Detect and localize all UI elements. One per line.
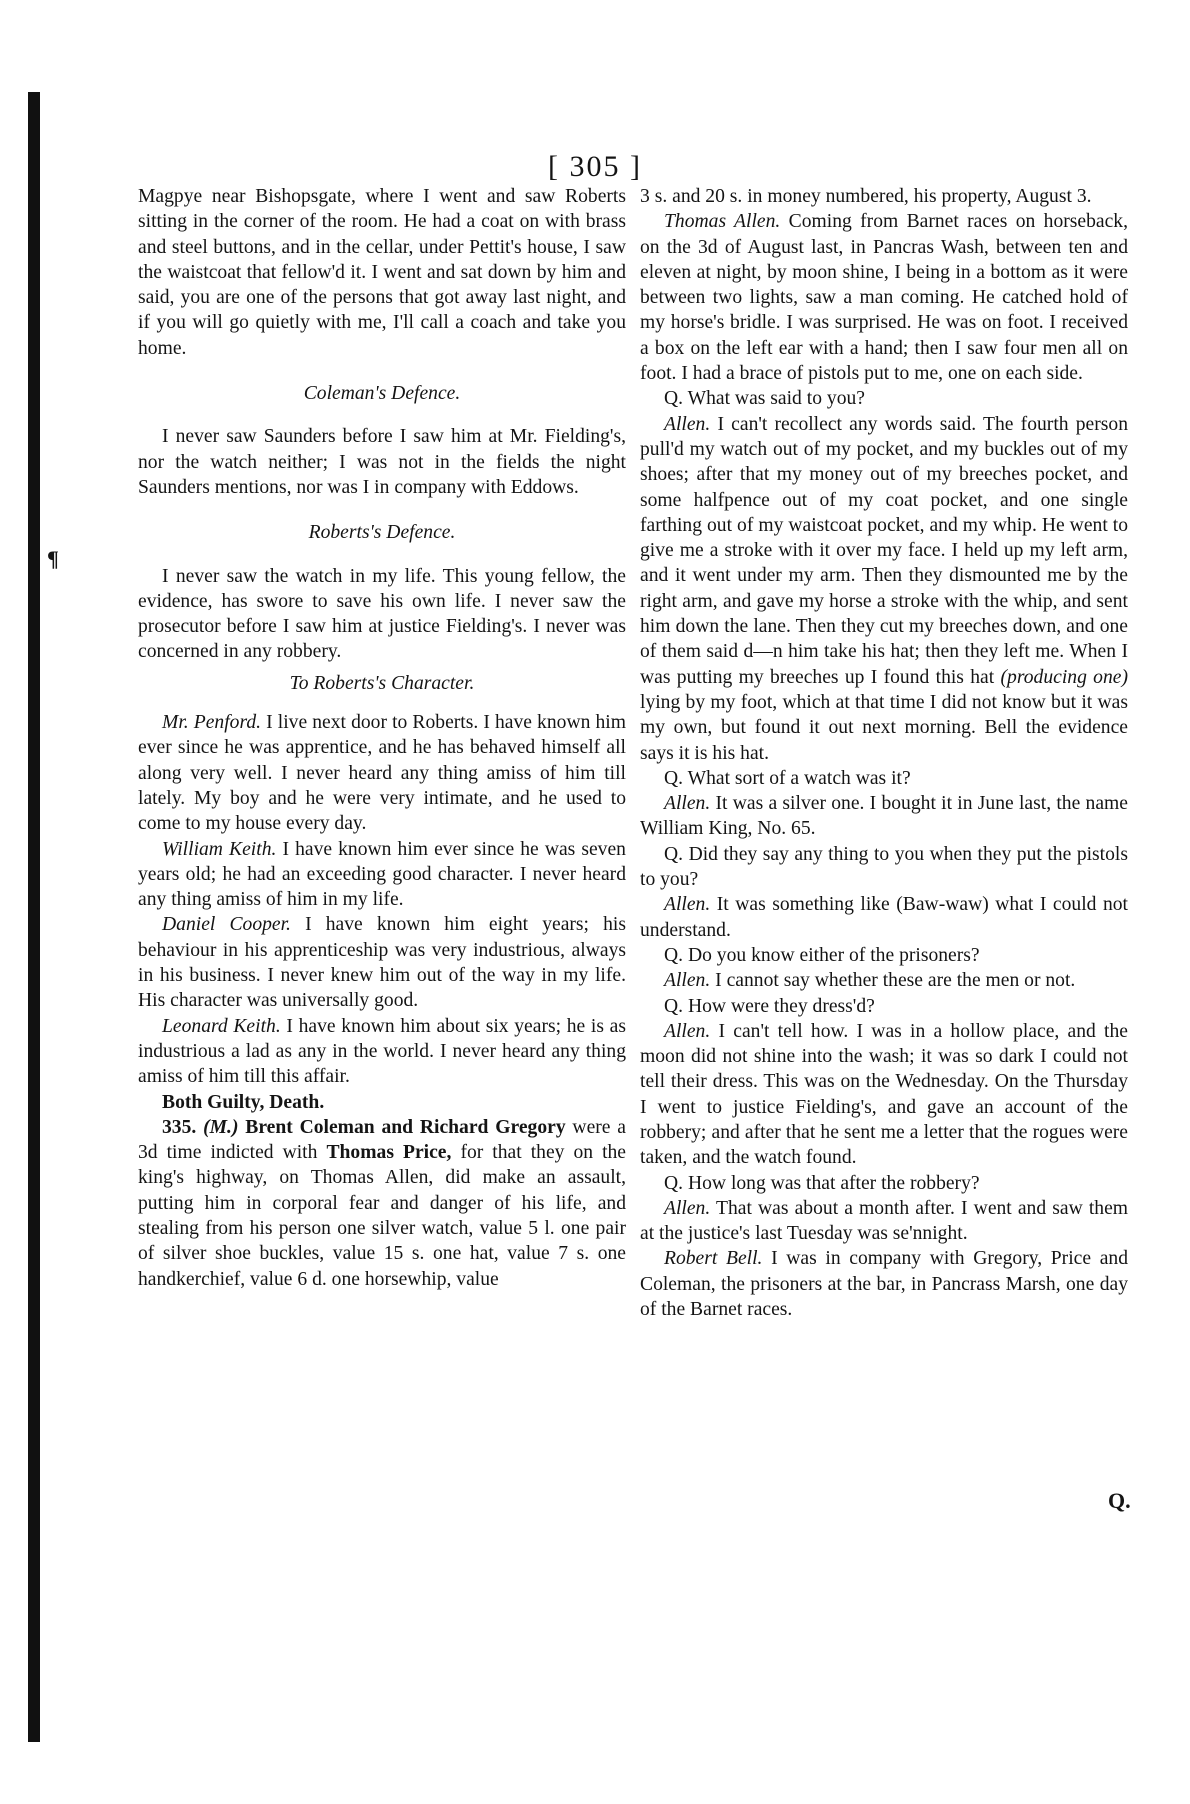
right-paragraph-1: 3 s. and 20 s. in money numbered, his property, August 3.	[640, 186, 1092, 207]
testimony-text: Coming from Barnet races on horseback, on the 3d of August last, in Pancras Wash, between ten and eleven at night, by moon shine, I being in a bottom as it were between two lights, saw a man coming. He catched hold of my horse's bridle. I was surprised. He was on foot. I received a box on the left ear with a hand; then I saw four men all on foot. I had a brace of pistols put to me, one on each side.	[640, 211, 1128, 385]
case-mark: (M.)	[203, 1116, 239, 1138]
speaker-name: Mr. Penford.	[162, 712, 262, 734]
answer-text: It was something like (Baw-waw) what I could not understand.	[640, 894, 1128, 941]
witness-leonard-keith	[138, 1014, 626, 1090]
speaker-name: Robert Bell.	[664, 1248, 763, 1270]
testimony-text: I have known him about six years; he is as industrious a lad as any in the world. I never heard any thing amiss of him till this affair.	[138, 1015, 626, 1088]
heading-roberts-defence: Roberts's Defence.	[308, 522, 456, 544]
left-paragraph-1: Magpye near Bishopsgate, where I went and saw Roberts sitting in the corner of the room. He had a coat on with brass and steel buttons, and in the cellar, under Pettit's house, I saw the waistcoat that fellow'd it. I went and sat down by him and said, you are one of the persons that got away last night, and if you will go quietly with me, I'll call a coach and take you home.	[138, 186, 626, 359]
answer-2	[640, 791, 1128, 842]
left-column	[138, 184, 626, 1292]
speaker-name: Allen.	[664, 1020, 711, 1042]
question-4: Q. Do you know either of the prisoners?	[664, 944, 980, 966]
witness-daniel-cooper	[138, 912, 626, 1013]
question-5: Q. How were they dress'd?	[664, 995, 875, 1017]
answer-text: I can't tell how. I was in a hollow place, and the moon did not shine into the wash; it was so dark I could not tell their dress. This was on the Wednesday. On the Thursday I went to justice Fielding's, and gave an account of the robbery; and after that he sent me a letter that the rogues were taken, and the watch found.	[640, 1020, 1128, 1169]
indictment-text: were a 3d time indicted with	[138, 1116, 626, 1164]
scan-edge-bar	[28, 92, 40, 1742]
left-paragraph-2: I never saw Saunders before I saw him at Mr. Fielding's, nor the watch neither; I was not in the fields the night Saunders mentions, nor was I in company with Eddows.	[138, 426, 626, 498]
speaker-name: Allen.	[664, 1197, 711, 1219]
margin-mark: ¶	[47, 546, 59, 571]
answer-5	[640, 1019, 1128, 1171]
catchword: Q.	[1108, 1488, 1131, 1513]
right-column	[640, 184, 1128, 1322]
speaker-name: Allen.	[664, 413, 711, 435]
page-number: [ 305 ]	[548, 150, 642, 183]
answer-text-2: lying by my foot, which at that time I did not know but it was my own, but found it out next morning. Bell the evidence says it is his hat.	[640, 691, 1128, 764]
testimony-text: I have known him ever since he was seven years old; he had an exceeding good character. I never heard any thing amiss of him in my life.	[138, 838, 626, 911]
question-1: Q. What was said to you?	[664, 388, 865, 410]
speaker-name: Daniel Cooper.	[162, 914, 291, 936]
answer-4	[640, 968, 1128, 993]
speaker-name: Leonard Keith.	[162, 1015, 281, 1037]
answer-6	[640, 1196, 1128, 1247]
left-paragraph-3: I never saw the watch in my life. This young fellow, the evidence, has swore to save his own life. I never saw the prosecutor before I saw him at justice Fielding's. I never was concerned in any robbery.	[138, 565, 626, 663]
testimony-text: I live next door to Roberts. I have known him ever since he was apprentice, and he has behaved himself all along very well. I never heard any thing amiss of him till lately. My boy and he were very intimate, and he used to come to my house every day.	[138, 712, 626, 835]
case-number: 335.	[162, 1116, 197, 1138]
stage-direction: (producing one)	[1000, 666, 1128, 688]
testimony-robert-bell	[640, 1246, 1128, 1322]
witness-penford	[138, 710, 626, 836]
testimony-text: I have known him eight years; his behaviour in his apprenticeship was very industrious, always in his business. I never knew him out of the way in my life. His character was universally good.	[138, 914, 626, 1012]
testimony-text: I was in company with Gregory, Price and Coleman, the prisoners at the bar, in Pancrass Marsh, one day of the Barnet races.	[640, 1248, 1128, 1321]
indictment-text-2: for that they on the king's highway, on Thomas Allen, did make an assault, putting him in corporal fear and danger of his life, and stealing from his person one silver watch, value 5 l. one pair of silver shoe buckles, value 15 s. one hat, value 7 s. one handkerchief, value 6 d. one horsewhip, value	[138, 1142, 627, 1290]
heading-colemans-defence: Coleman's Defence.	[303, 383, 461, 405]
answer-3	[640, 892, 1128, 943]
speaker-name: Allen.	[664, 894, 711, 916]
answer-text: I cannot say whether these are the men or not.	[715, 970, 1076, 992]
testimony-thomas-allen	[640, 209, 1128, 386]
defendant-names: Brent Coleman and Richard Gregory	[245, 1116, 566, 1138]
answer-text: I can't recollect any words said. The fourth person pull'd my watch out of my pocket, and my buckles out of my shoes; after that my money out of my breeches pocket, and some halfpence out of my coat pocket, and one single farthing out of my waistcoat pocket, and my whip. He went to give me a stroke with it over my face. I held up my left arm, and it went under my arm. Then they dismounted me by the right arm, and gave my horse a stroke with the whip, and sent him down the lane. Then they cut my breeches down, and one of them said d—n him take his hat; then they left me. When I was putting my breeches up I found this hat	[640, 413, 1128, 688]
case-335-indictment	[138, 1115, 626, 1292]
question-3: Q. Did they say any thing to you when they put the pistols to you?	[640, 843, 1128, 891]
defendant-names-2: Thomas Price,	[326, 1142, 452, 1164]
speaker-name: William Keith.	[162, 838, 277, 860]
speaker-name: Allen.	[664, 970, 711, 992]
answer-1	[640, 412, 1128, 766]
speaker-name: Thomas Allen.	[664, 211, 781, 233]
verdict: Both Guilty, Death.	[162, 1091, 325, 1113]
speaker-name: Allen.	[664, 793, 711, 815]
answer-text: It was a silver one. I bought it in June last, the name William King, No. 65.	[640, 793, 1128, 840]
heading-roberts-character: To Roberts's Character.	[289, 672, 475, 694]
question-2: Q. What sort of a watch was it?	[664, 767, 911, 789]
answer-text: That was about a month after. I went and saw them at the justice's last Tuesday was se'nnight.	[640, 1197, 1129, 1245]
question-6: Q. How long was that after the robbery?	[664, 1172, 980, 1194]
witness-william-keith	[138, 837, 626, 913]
